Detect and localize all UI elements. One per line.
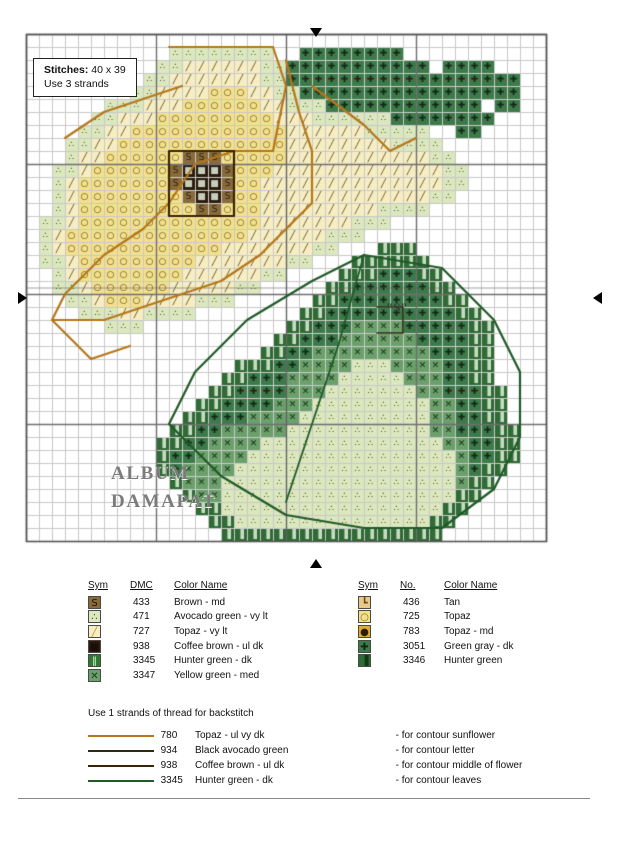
legend-dmc-number: 3346 (403, 655, 426, 667)
cross-stitch-chart (18, 28, 602, 568)
backstitch-dmc-number: 934 (160, 745, 178, 756)
backstitch-usage: - for contour middle of flower (395, 760, 523, 771)
legend-header-right (358, 580, 594, 591)
legend-dmc-number: 3347 (133, 669, 156, 681)
legend-color-swatch (358, 610, 371, 623)
legend-symbol-cell (88, 640, 130, 653)
backstitch-line-cell (88, 750, 161, 752)
legend-row (358, 595, 594, 610)
backstitch-dmc-number: 780 (160, 730, 178, 741)
letter-marker: "S" (386, 300, 408, 315)
legend-dmc-number: 3345 (133, 655, 156, 667)
center-marker-bottom-arrow (310, 559, 322, 568)
center-marker-right-arrow (593, 292, 602, 304)
legend-column-left (88, 580, 324, 683)
backstitch-note: Use 1 strands of thread for backstitch (88, 708, 254, 719)
legend-symbol-cell (88, 596, 130, 609)
legend-color-swatch (358, 625, 371, 638)
backstitch-color-line (88, 780, 154, 782)
legend-symbol-glyph: ▐ (360, 656, 369, 668)
legend-row (358, 610, 594, 625)
watermark (111, 460, 216, 515)
legend-symbol-glyph: ✕ (90, 670, 99, 682)
backstitch-line-cell (88, 780, 161, 782)
legend-rows-right (358, 595, 594, 668)
backstitch-color-line (88, 750, 154, 752)
footer-divider (18, 798, 590, 799)
legend-symbol-cell (358, 596, 400, 609)
legend-color-name: Avocado green - vy lt (174, 611, 268, 623)
legend-color-name: Tan (444, 596, 461, 608)
legend-dmc-number: 3051 (403, 640, 426, 652)
legend-color-swatch (358, 596, 371, 609)
legend-dmc-number: 783 (403, 625, 420, 637)
backstitch-color-name: Coffee brown - ul dk (195, 760, 285, 771)
legend-color-name: Topaz (444, 611, 471, 623)
legend-color-name: Hunter green (444, 655, 503, 667)
stitch-count-line (44, 63, 126, 77)
legend-row (88, 653, 324, 668)
strands-line: Use 3 strands (44, 78, 109, 91)
legend-symbol-glyph: ╱ (91, 626, 98, 638)
legend-symbol-glyph: ■ (89, 641, 100, 653)
legend-header-dmc: DMC (130, 580, 153, 591)
legend-symbol-cell (358, 610, 400, 623)
backstitch-row (88, 773, 558, 788)
legend-symbol-cell (88, 669, 130, 682)
stitch-count-value: 40 x 39 (91, 64, 126, 76)
legend-row (358, 624, 594, 639)
legend-color-name: Coffee brown - ul dk (174, 640, 264, 652)
backstitch-line-cell (88, 735, 161, 737)
legend-color-swatch (88, 654, 101, 667)
legend-color-swatch (88, 596, 101, 609)
backstitch-usage: - for contour letter (395, 745, 475, 756)
backstitch-table (88, 728, 558, 788)
legend-dmc-number: 725 (403, 611, 420, 623)
legend-row (88, 668, 324, 683)
legend-column-right (358, 580, 594, 668)
legend-symbol-glyph: S (91, 597, 98, 609)
legend-color-name: Topaz - md (444, 625, 494, 637)
legend-dmc-number: 727 (133, 625, 150, 637)
backstitch-color-line (88, 765, 154, 767)
legend-symbol-cell (358, 654, 400, 667)
center-marker-top-arrow (310, 28, 322, 37)
legend-row (88, 610, 324, 625)
legend-symbol-glyph: ✚ (360, 641, 369, 653)
backstitch-usage: - for contour leaves (395, 775, 482, 786)
legend-symbol-glyph: ┗ (361, 597, 368, 609)
legend-symbol-cell (88, 654, 130, 667)
legend-symbol-cell (88, 625, 130, 638)
legend-color-swatch (88, 640, 101, 653)
watermark-line-2: DAMAPAT (111, 490, 217, 512)
legend-header-left (88, 580, 324, 591)
legend-symbol-cell (358, 640, 400, 653)
pattern-grid-canvas (18, 28, 602, 568)
backstitch-row (88, 758, 558, 773)
legend-header-sym: Sym (88, 580, 108, 591)
legend-dmc-number: 436 (403, 596, 420, 608)
backstitch-dmc-number: 3345 (160, 775, 183, 786)
legend-header-sym-right: Sym (358, 580, 378, 591)
backstitch-line-cell (88, 765, 161, 767)
legend-header-color-name-right: Color Name (444, 580, 498, 591)
legend-color-swatch (88, 625, 101, 638)
center-marker-left-arrow (18, 292, 27, 304)
legend-color-swatch (358, 654, 371, 667)
legend-row (88, 624, 324, 639)
legend-dmc-number: 938 (133, 640, 150, 652)
legend-color-swatch (88, 669, 101, 682)
legend-color-name: Topaz - vy lt (174, 625, 228, 637)
legend-symbol-glyph: ○ (360, 612, 369, 624)
backstitch-color-name: Black avocado green (195, 745, 289, 756)
backstitch-dmc-number: 938 (160, 760, 178, 771)
legend-color-name: Yellow green - med (174, 669, 260, 681)
legend-color-swatch (88, 610, 101, 623)
legend-rows-left (88, 595, 324, 683)
stitch-info-box (33, 58, 137, 97)
legend-symbol-glyph: ● (360, 626, 369, 638)
legend-symbol-cell (358, 625, 400, 638)
legend-symbol-cell (88, 610, 130, 623)
legend-symbol-glyph: ∴ (91, 612, 98, 624)
backstitch-usage: - for contour sunflower (395, 730, 496, 741)
legend-row (358, 639, 594, 654)
legend-symbol-glyph: ‖ (92, 656, 97, 668)
backstitch-color-line (88, 735, 154, 737)
legend-color-name: Hunter green - dk (174, 655, 252, 667)
legend-row (358, 653, 594, 668)
stitch-count-label: Stitches: (44, 64, 89, 76)
backstitch-color-name: Topaz - ul vy dk (195, 730, 265, 741)
legend-row (88, 639, 324, 654)
backstitch-row (88, 743, 558, 758)
legend-color-name: Brown - md (174, 596, 226, 608)
backstitch-color-name: Hunter green - dk (195, 775, 273, 786)
legend-dmc-number: 471 (133, 611, 150, 623)
legend-header-color-name: Color Name (174, 580, 228, 591)
legend-dmc-number: 433 (133, 596, 150, 608)
watermark-line-1: ALBUM (111, 463, 190, 484)
backstitch-row (88, 728, 558, 743)
legend-color-name: Green gray - dk (444, 640, 514, 652)
legend-row (88, 595, 324, 610)
legend-header-no: No. (400, 580, 416, 591)
legend-color-swatch (358, 640, 371, 653)
